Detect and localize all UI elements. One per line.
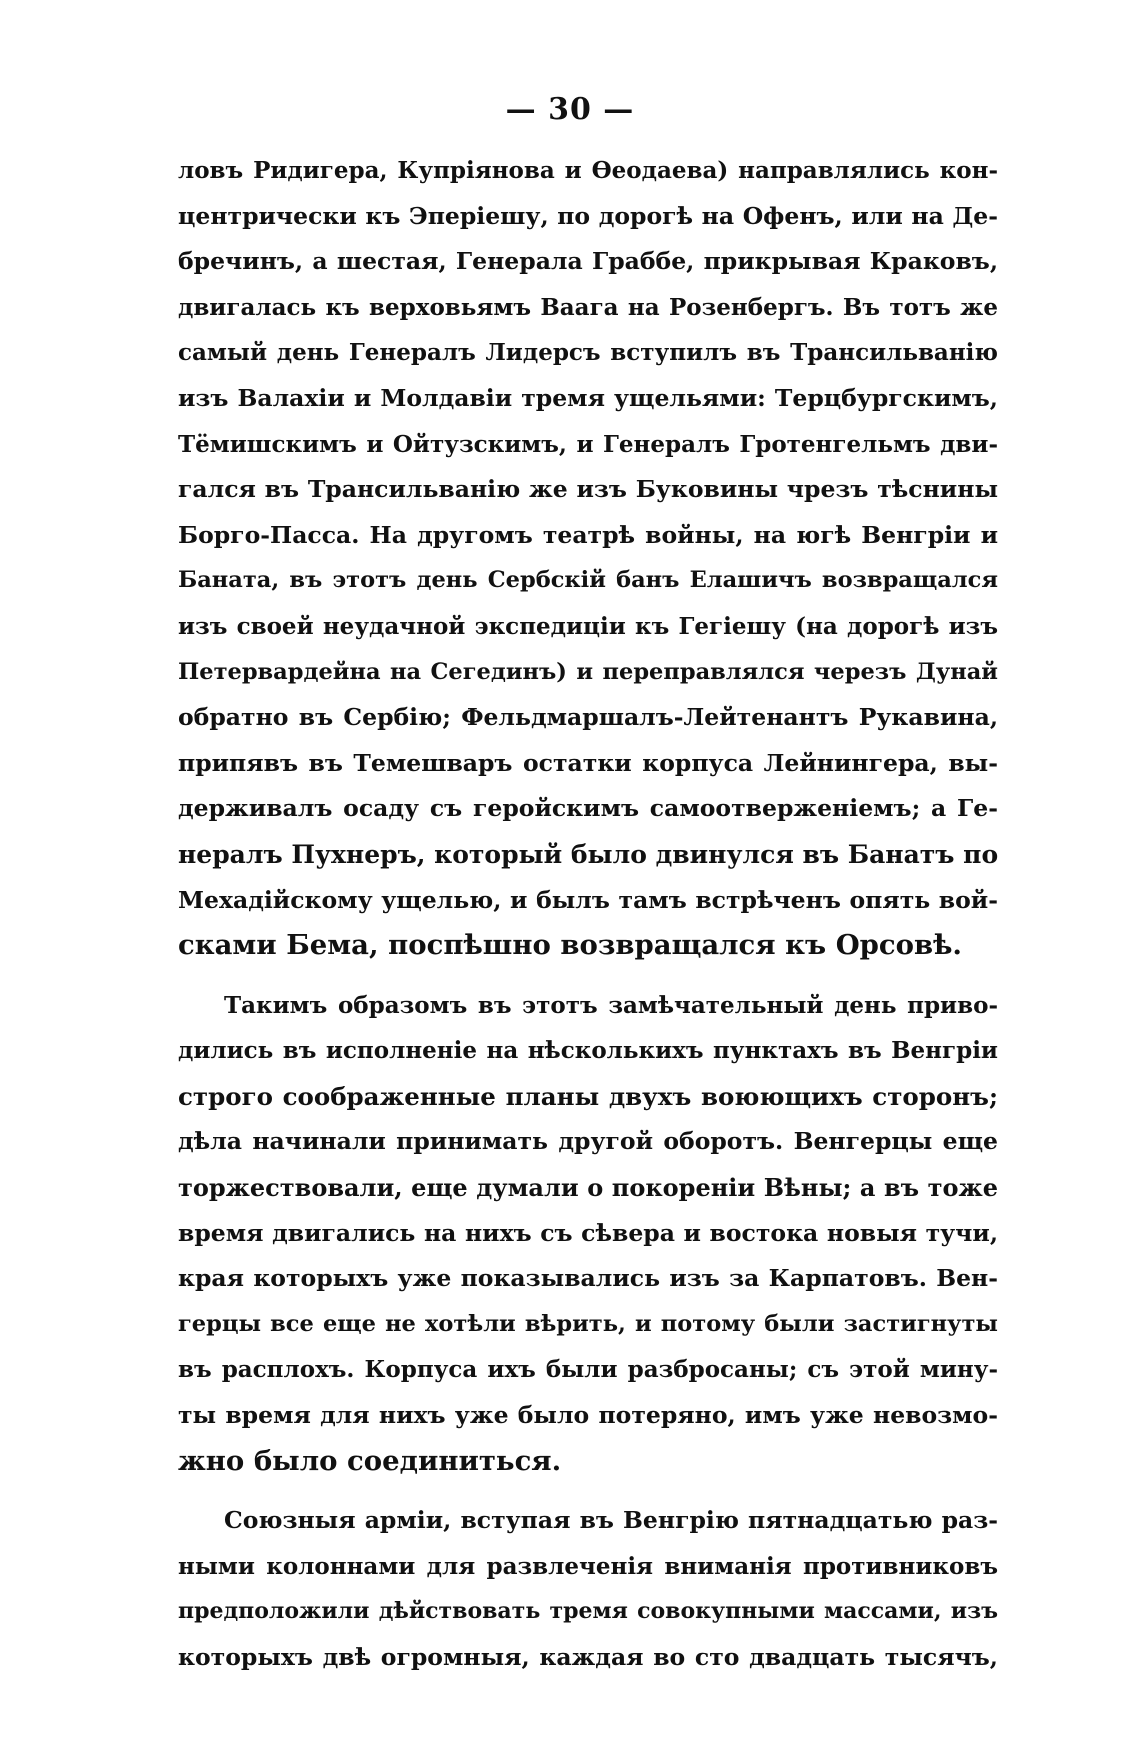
text-line: Такимъ образомъ въ этотъ замѣчательный день приво- bbox=[224, 991, 998, 1019]
text-line: жно было соединиться. bbox=[178, 1444, 562, 1477]
text-line: бречинъ, а шестая, Генерала Граббе, прикрывая Краковъ, bbox=[178, 247, 998, 276]
page-number: — 30 — bbox=[505, 92, 635, 127]
text-line: Баната, въ этотъ день Сербскій банъ Елашичъ возвращался bbox=[178, 567, 998, 594]
paragraph-gap bbox=[178, 1484, 998, 1498]
page-body bbox=[178, 148, 998, 1681]
text-line: ты время для нихъ уже было потеряно, имъ уже невозмо- bbox=[178, 1401, 998, 1430]
paragraph-1 bbox=[178, 148, 998, 969]
text-line: Петервардейна на Сегединъ) и переправлялся черезъ Дунай bbox=[178, 658, 998, 685]
text-line: припявъ въ Темешваръ остатки корпуса Лейнингера, вы- bbox=[178, 748, 998, 777]
text-line: въ расплохъ. Корпуса ихъ были разбросаны; съ этой мину- bbox=[178, 1356, 998, 1384]
text-line: Тёмишскимъ и Ойтузскимъ, и Генералъ Гротенгельмъ дви- bbox=[178, 430, 998, 458]
text-line: которыхъ двѣ огромныя, каждая во сто двадцать тысячъ, bbox=[178, 1643, 998, 1671]
text-line: дились въ исполненіе на нѣсколькихъ пунктахъ въ Венгріи bbox=[178, 1037, 998, 1065]
text-line: Борго-Пасса. На другомъ театрѣ войны, на югѣ Венгріи и bbox=[178, 520, 998, 549]
text-line: изъ своей неудачной экспедиціи къ Гегіешу (на дорогѣ изъ bbox=[178, 612, 998, 640]
text-line: центрически къ Эперіешу, по дорогѣ на Офенъ, или на Де- bbox=[178, 201, 998, 230]
paragraph-3 bbox=[178, 1498, 998, 1680]
text-line: держивалъ осаду съ геройскимъ самоотверженіемъ; а Ге- bbox=[178, 794, 998, 823]
text-line: Мехадійскому ущелью, и былъ тамъ встрѣченъ опять вой- bbox=[178, 885, 998, 914]
text-line: время двигались на нихъ съ сѣвера и востока новыя тучи, bbox=[178, 1218, 998, 1247]
text-line: предположили дѣйствовать тремя совокупными массами, изъ bbox=[178, 1598, 998, 1625]
text-line: ными колоннами для развлеченія вниманія противниковъ bbox=[178, 1552, 998, 1580]
text-line: ловъ Ридигера, Купріянова и Ѳеодаева) направлялись кон- bbox=[178, 157, 998, 184]
text-line: обратно въ Сербію; Фельдмаршалъ-Лейтенантъ Рукавина, bbox=[178, 703, 998, 732]
text-line: края которыхъ уже показывались изъ за Карпатовъ. Вен- bbox=[178, 1264, 998, 1293]
paragraph-2 bbox=[178, 983, 998, 1485]
text-line: герцы все еще не хотѣли вѣрить, и потому были застигнуты bbox=[178, 1310, 998, 1337]
text-line: изъ Валахіи и Молдавіи тремя ущельями: Терцбургскимъ, bbox=[178, 383, 998, 412]
paragraph-gap bbox=[178, 969, 998, 983]
text-line: нералъ Пухнеръ, который было двинулся въ Банатъ по bbox=[178, 839, 999, 869]
text-line: торжествовали, еще думали о покореніи Вѣны; а въ тоже bbox=[178, 1173, 998, 1203]
text-line: сками Бема, поспѣшно возвращался къ Орсовѣ. bbox=[178, 929, 962, 962]
text-line: двигалась къ верховьямъ Ваага на Розенбергъ. Въ тотъ же bbox=[178, 293, 998, 321]
text-line: строго соображенные планы двухъ воюющихъ сторонъ; bbox=[178, 1081, 998, 1111]
text-line: дѣла начинали принимать другой оборотъ. Венгерцы еще bbox=[178, 1127, 998, 1156]
text-line: самый день Генералъ Лидерсъ вступилъ въ Трансильванію bbox=[178, 339, 998, 367]
text-line: гался въ Трансильванію же изъ Буковины чрезъ тѣснины bbox=[178, 475, 998, 504]
text-line: Союзныя арміи, вступая въ Венгрію пятнадцатью раз- bbox=[224, 1506, 998, 1535]
